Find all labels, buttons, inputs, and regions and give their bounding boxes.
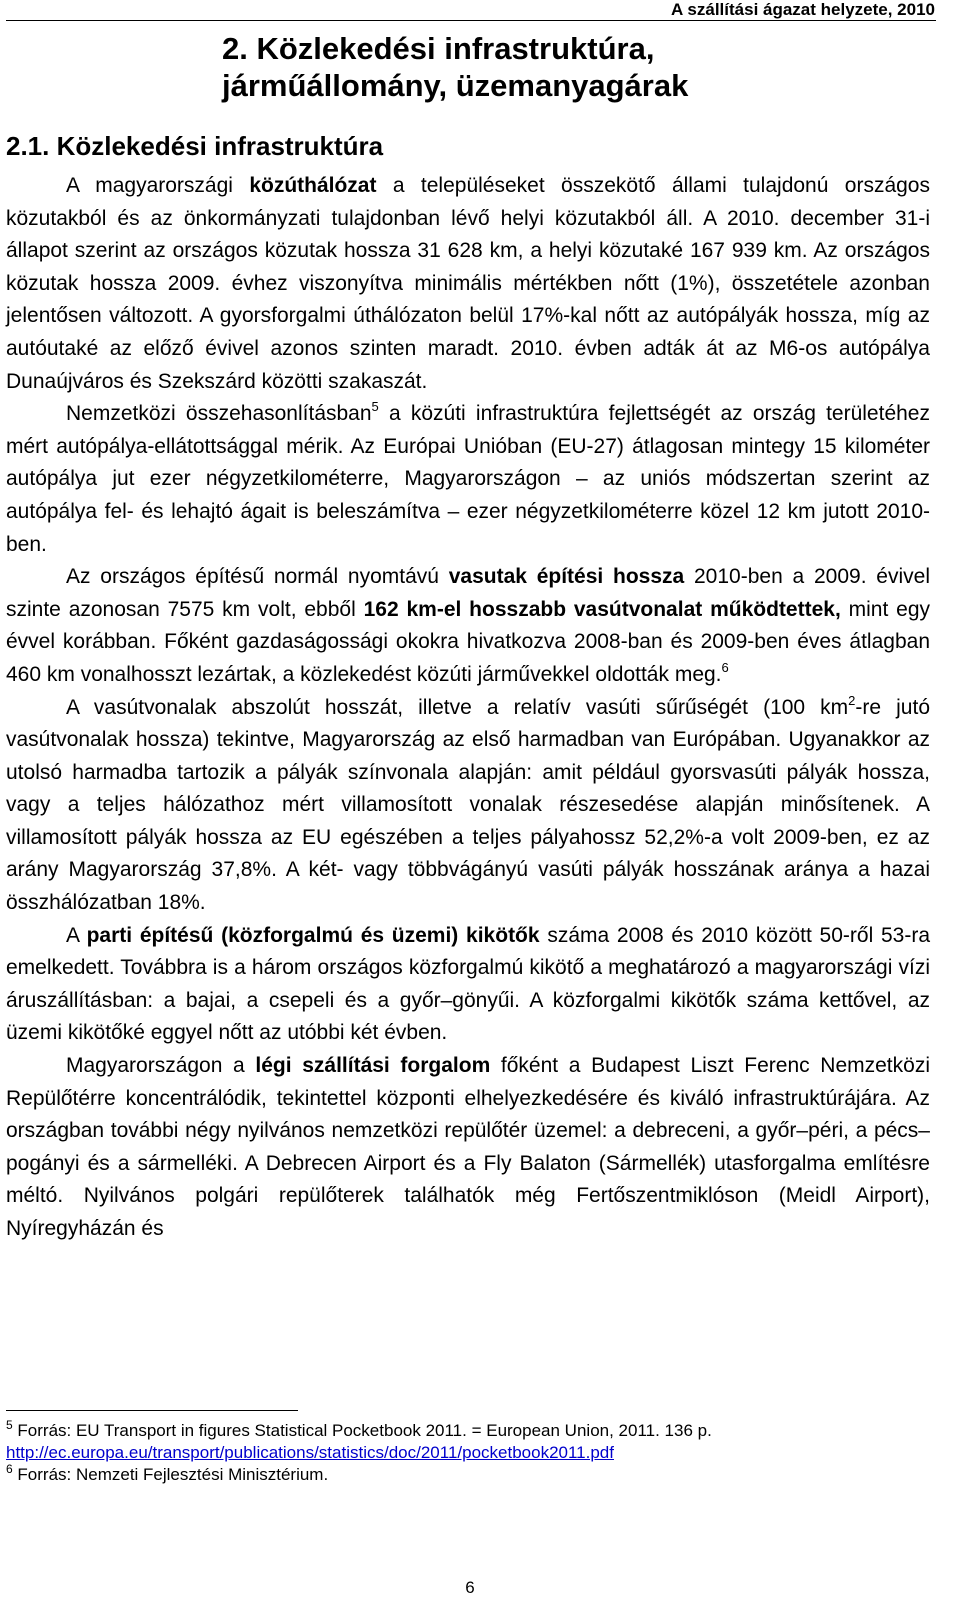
body-text [6,170,930,1246]
footnote-number: 6 [6,1462,13,1476]
text-run: mint egy évvel korábban. Főként gazdaságossági okokra hivatkozva 2008-ban és 2009-ben éves átlagban 460 km vonalhosszt lezártak, a közlekedést közúti járművekkel oldották meg. [6,597,930,686]
paragraph-rail-density [6,692,930,920]
paragraph-ports [6,920,930,1050]
page-number: 6 [465,1578,475,1597]
text-run: A vasútvonalak abszolút hosszát, illetve a relatív vasúti sűrűségét (100 km [66,695,849,719]
paragraph-international-comparison [6,398,930,561]
text-run: A [66,923,87,947]
text-run: száma 2008 és 2010 között 50-ről 53-ra emelkedett. Továbbra is a három országos közforgalmú kikötő a meghatározó a magyarországi vízi áruszállításban: a bajai, a csepeli és a győr–gönyűi. A közforgalmi kikötők száma kettővel, az üzemi kikötőké eggyel nőtt az utóbbi két évben. [6,923,931,1045]
text-run: 2010-ben a 2009. évivel szinte azonosan 7575 km volt, ebből [6,565,930,621]
header-rule [6,20,936,21]
bold-term: légi szállítási forgalom [255,1054,491,1078]
footnote-text: Forrás: Nemzeti Fejlesztési Minisztérium. [12,1465,329,1484]
paragraph-railways [6,561,930,691]
text-run: a településeket összekötő állami tulajdonú országos közutakból és az önkormányzati tulajdonban lévő helyi közutakból áll. A 2010. december 31-i állapot szerint az országos közutak hossza 31 628 km, a helyi közutaké 167 939 km. Az országos közutak hossza 2009. évhez viszonyítva minimális mértékben nőtt (1%), összetétele azonban jelentősen változott. A gyorsforgalmi úthálózaton belül 17%-kal nőtt az autópályák hossza, míg az autóutaké az előző évivel azonos szinten maradt. 2010. évben adták át az M6-os autópálya Dunaújváros és Szekszárd közötti szakaszát. [6,174,930,393]
paragraph-road-network [6,170,930,398]
bold-term: 162 km-el hosszabb vasútvonalat működtettek, [363,597,841,621]
footnote-ref[interactable]: 6 [721,659,729,675]
text-run: Nemzetközi összehasonlításban [66,402,372,426]
footnote-6 [6,1464,926,1486]
text-run: A magyarországi [66,174,250,197]
footnotes [6,1420,926,1486]
text-run: főként a Budapest Liszt Ferenc Nemzetközi Repülőtérre koncentrálódik, tekintettel központi elhelyezkedésére és kiváló infrastruktúrájára. Az országban további négy nyilvános nemzetközi repülőtér üzemel: a debreceni, a győr–péri, a pécs–pogányi és a sármelléki. A Debrecen Airport és a Fly Balaton (Sármellék) utasforgalma említésre méltó. Nyilvános polgári repülőterek találhatók még Fertőszentmiklóson (Meidl Airport), Nyíregyházán és [6,1054,930,1240]
running-header: A szállítási ágazat helyzete, 2010 [671,0,935,19]
paragraph-air-transport [6,1050,930,1246]
section-title: 2.1. Közlekedési infrastruktúra [6,131,384,161]
chapter-title-line1: 2. Közlekedési infrastruktúra, [222,31,655,66]
superscript: 2 [848,692,856,708]
bold-term: parti építésű (közforgalmú és üzemi) kikötők [86,923,540,947]
text-run: Az országos építésű normál nyomtávú [66,565,449,589]
bold-term: közúthálózat [249,174,377,197]
footnote-5-link-line [6,1442,926,1464]
text-run: Magyarországon a [66,1054,256,1078]
footnote-separator [6,1410,298,1411]
text-run: -re jutó vasútvonalak hossza) tekintve, Magyarország az első harmadban van Európában. Ugyanakkor az utolsó harmadba tartozik a pályák színvonala alapján: amit például gyorsvasúti pályák hossza, vagy a teljes hálózathoz mért villamosított vonalak részesedése alapján minősítenek. A villamosított pályák hossza az EU egészében a teljes pályahossz 52,2%-a volt 2009-ben, ez az arány Magyarország 37,8%. A két- vagy többvágányú vasúti pályák hosszának aránya a hazai összhálózatban 18%. [6,695,930,915]
chapter-title [222,30,688,104]
bold-term: vasutak építési hossza [448,565,685,589]
chapter-title-line2: járműállomány, üzemanyagárak [222,68,689,103]
footnote-text: Forrás: EU Transport in figures Statistical Pocketbook 2011. = European Union, 2011. 136 p. [12,1421,712,1440]
footnote-ref[interactable]: 5 [371,399,379,415]
footnote-5 [6,1420,926,1442]
footnote-link[interactable]: http://ec.europa.eu/transport/publications/statistics/doc/2011/pocketbook2011.pdf [6,1443,614,1462]
text-run: a közúti infrastruktúra fejlettségét az ország területéhez mért autópálya-ellátottsággal mérik. Az Európai Unióban (EU-27) átlagosan mintegy 15 kilométer autópálya jut ezer négyzetkilométerre, Magyarországon – az uniós módszertan szerint az autópálya fel- és lehajtó ágait is beleszámítva – ezer négyzetkilométerre közel 12 km jutott 2010-ben. [6,402,930,556]
footnote-number: 5 [6,1418,13,1432]
